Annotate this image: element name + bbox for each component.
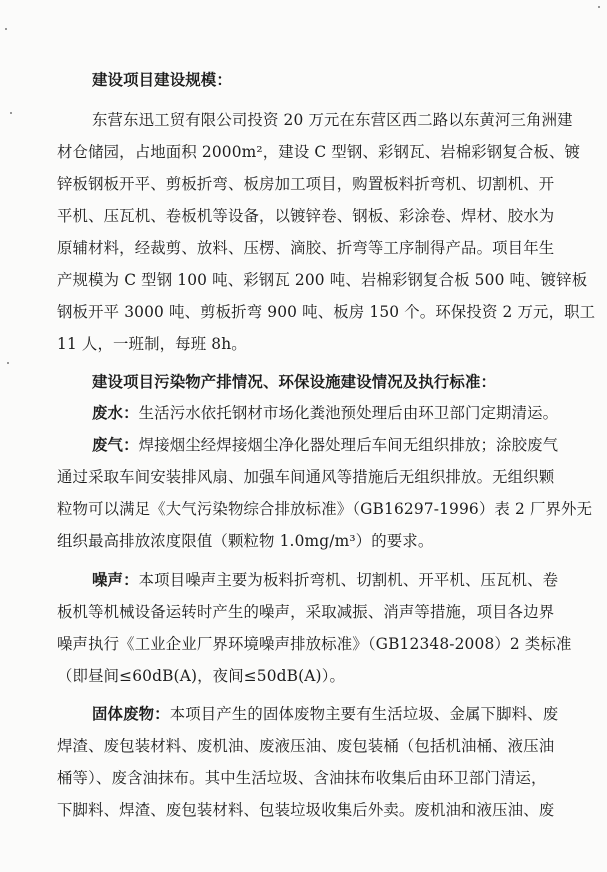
body-text: 组织最高排放浓度限值（颗粒物 1.0mg/m³）的要求。 <box>57 532 434 550</box>
body-text: 粒物可以满足《大气污染物综合排放标准》（GB16297-1996）表 2 厂界外无 <box>57 500 593 518</box>
document-line <box>92 403 559 423</box>
body-text: 板机等机械设备运转时产生的噪声，采取减振、消声等措施，项目各边界 <box>57 603 555 621</box>
document-line <box>57 531 550 551</box>
body-text: 生活污水依托钢材市场化粪池预处理后由环卫部门定期清运。 <box>138 404 559 422</box>
body-text: 本项目噪声主要为板料折弯机、切割机、开平机、压瓦机、卷 <box>138 571 559 589</box>
document-line <box>57 467 555 487</box>
document-line <box>57 602 555 622</box>
body-text: 焊渣、废包装材料、废机油、废液压油、废包装桶（包括机油桶、液压油 <box>57 737 555 755</box>
heading-text: 废气： <box>92 436 139 454</box>
body-text: 锌板钢板开平、剪板折弯、板房加工项目，购置板料折弯机、切割机、开 <box>57 175 555 193</box>
document-line <box>57 142 581 162</box>
document-line <box>57 174 555 194</box>
document-line <box>57 334 550 354</box>
heading-text: 固体废物： <box>92 705 170 723</box>
document-line <box>57 666 550 686</box>
body-text: 噪声执行《工业企业厂界环境噪声排放标准》（GB12348-2008）2 类标准 <box>57 635 572 653</box>
scan-speck <box>598 6 600 8</box>
heading-text: 建设项目污染物产排情况、环保设施建设情况及执行标准： <box>92 373 497 391</box>
document-line <box>57 736 555 756</box>
body-text: 钢板开平 3000 吨、剪板折弯 900 吨、板房 150 个。环保投资 2 万元，职工 <box>57 303 596 321</box>
document-line <box>92 110 573 130</box>
document-line <box>57 206 555 226</box>
scan-speck <box>7 362 9 364</box>
body-text: 11 人，一班制，每班 8h。 <box>57 335 247 353</box>
document-line <box>57 270 588 290</box>
document-line <box>92 70 550 90</box>
body-text: 平机、压瓦机、卷板机等设备，以镀锌卷、钢板、彩涂卷、焊材、胶水为 <box>57 207 555 225</box>
document-line <box>92 570 559 590</box>
scan-speck <box>10 112 12 114</box>
body-text: 本项目产生的固体废物主要有生活垃圾、金属下脚料、废 <box>169 705 559 723</box>
body-text: 原辅材料，经裁剪、放料、压楞、滴胶、折弯等工序制得产品。项目年生 <box>57 239 555 257</box>
document-line <box>57 499 593 519</box>
scan-speck <box>5 28 7 30</box>
body-text: （即昼间≤60dB(A)，夜间≤50dB(A)）。 <box>57 667 346 685</box>
heading-text: 废水： <box>92 404 139 422</box>
document-line <box>92 372 550 392</box>
document-line <box>57 800 555 820</box>
document-line <box>57 302 596 322</box>
body-text: 下脚料、焊渣、废包装材料、包装垃圾收集后外卖。废机油和液压油、废 <box>57 801 555 819</box>
document-line <box>57 768 546 788</box>
document-line <box>92 704 559 724</box>
document-line <box>57 238 555 258</box>
body-text: 桶等）、废含油抹布。其中生活垃圾、含油抹布收集后由环卫部门清运， <box>57 769 547 787</box>
body-text: 通过采取车间安装排风扇、加强车间通风等措施后无组织排放。无组织颗 <box>57 468 555 486</box>
body-text: 产规模为 C 型钢 100 吨、彩钢瓦 200 吨、岩棉彩钢复合板 500 吨、镀锌板 <box>57 271 588 289</box>
document-line <box>92 435 559 455</box>
body-text: 材仓储园，占地面积 2000m²，建设 C 型钢、彩钢瓦、岩棉彩钢复合板、镀 <box>57 143 581 161</box>
body-text: 东营东迅工贸有限公司投资 20 万元在东营区西二路以东黄河三角洲建 <box>92 111 573 129</box>
body-text: 焊接烟尘经焊接烟尘净化器处理后车间无组织排放；涂胶废气 <box>138 436 559 454</box>
document-line <box>57 634 572 654</box>
heading-text: 建设项目建设规模： <box>92 71 232 89</box>
heading-text: 噪声： <box>92 571 139 589</box>
